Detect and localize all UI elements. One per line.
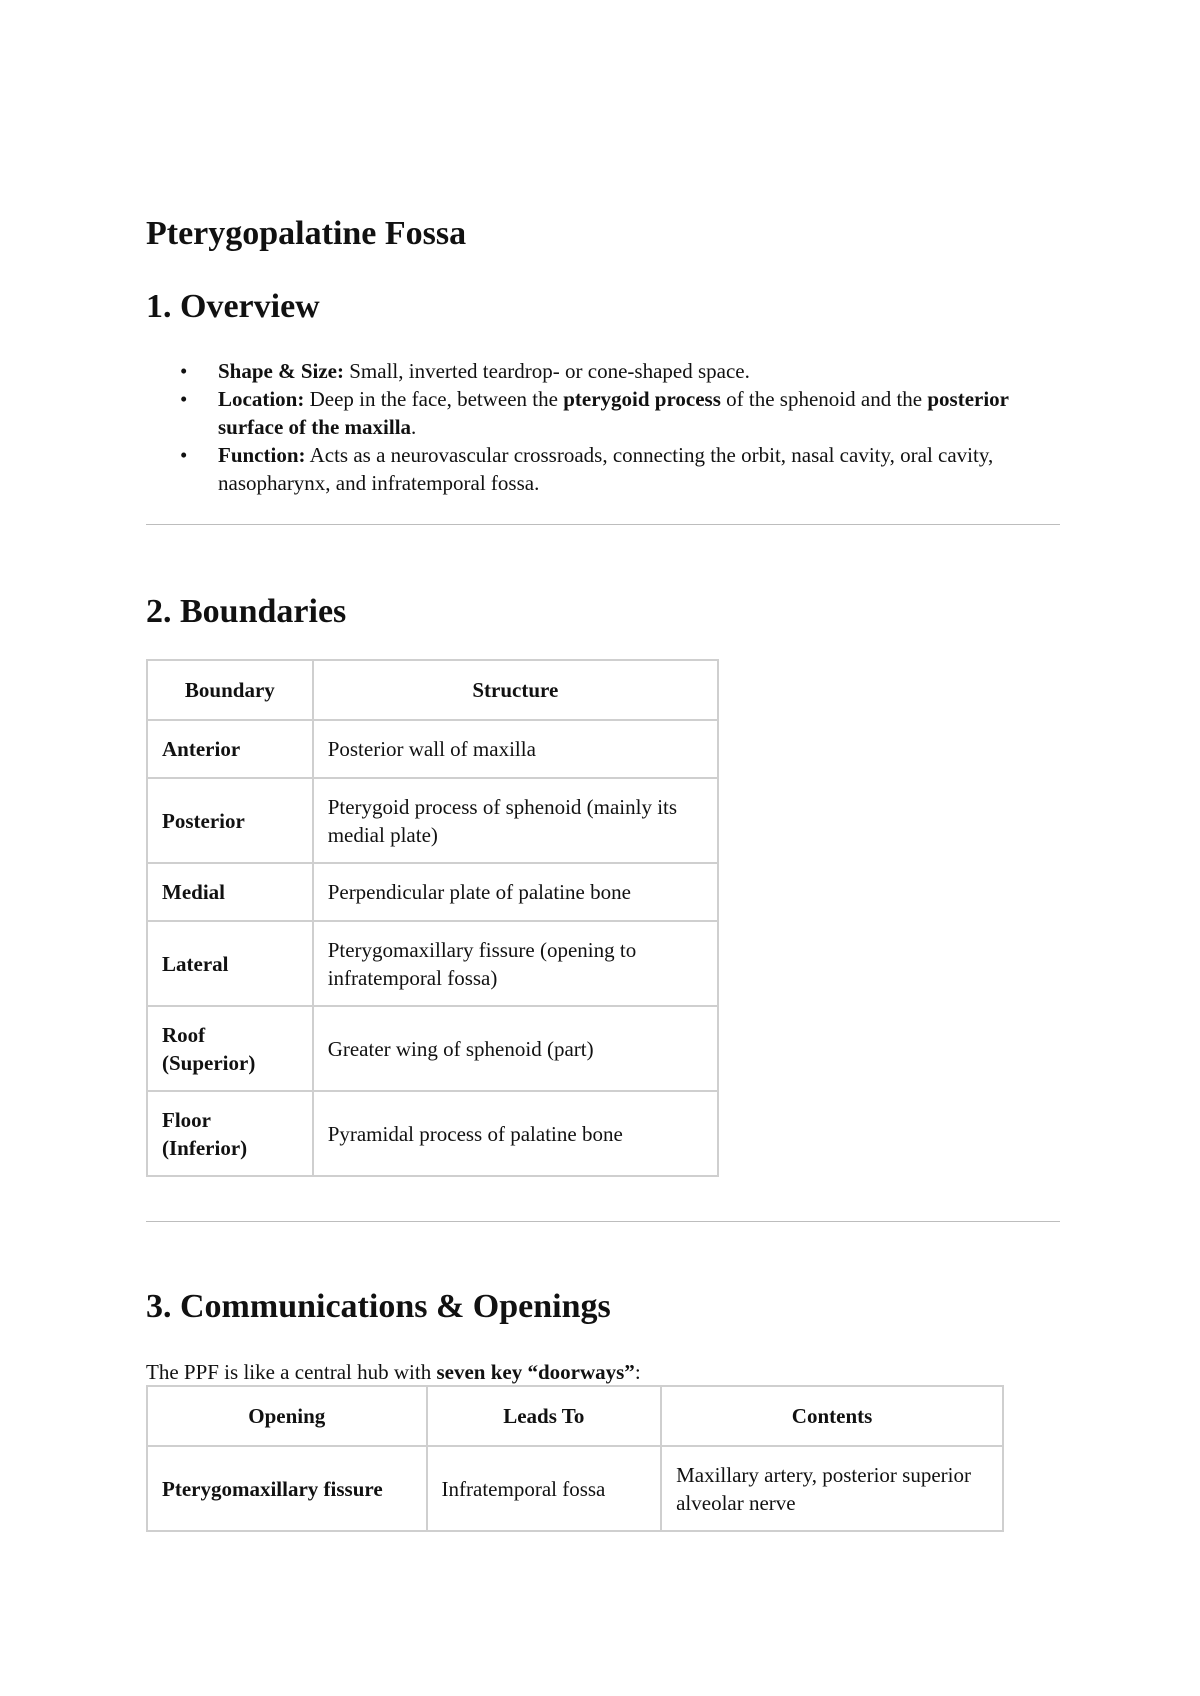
intro-emphasis: seven key “doorways” xyxy=(436,1360,635,1384)
item-label: Shape & Size: xyxy=(218,359,344,383)
table-row xyxy=(147,778,718,863)
item-text: Acts as a neurovascular crossroads, connecting the orbit, nasal cavity, oral cavity, nasopharynx, and infratemporal fossa. xyxy=(218,443,994,495)
bullet-icon: • xyxy=(180,387,188,411)
section-heading-boundaries: 2. Boundaries xyxy=(146,593,347,630)
section-divider xyxy=(146,1221,1060,1222)
column-header: Leads To xyxy=(427,1386,662,1446)
structure-cell: Pyramidal process of palatine bone xyxy=(313,1091,718,1176)
structure-cell: Pterygomaxillary fissure (opening to infratemporal fossa) xyxy=(313,921,718,1006)
list-item xyxy=(146,385,1060,441)
column-header: Structure xyxy=(313,660,718,720)
item-label: Location: xyxy=(218,387,305,411)
bullet-icon: • xyxy=(180,443,188,467)
column-header: Opening xyxy=(147,1386,427,1446)
table-header-row xyxy=(147,1386,1003,1446)
table-row xyxy=(147,863,718,921)
list-item xyxy=(146,441,1060,497)
item-text: Small, inverted teardrop- or cone-shaped space. xyxy=(344,359,750,383)
contents-cell: Maxillary artery, posterior superior alveolar nerve xyxy=(661,1446,1003,1531)
boundary-cell: Lateral xyxy=(147,921,313,1006)
table-row xyxy=(147,1446,1003,1531)
structure-cell: Posterior wall of maxilla xyxy=(313,720,718,778)
section-heading-overview: 1. Overview xyxy=(146,288,320,325)
boundary-cell: Medial xyxy=(147,863,313,921)
page-title: Pterygopalatine Fossa xyxy=(146,215,467,252)
boundary-cell: Anterior xyxy=(147,720,313,778)
table-row xyxy=(147,1006,718,1091)
intro-text: The PPF is like a central hub with xyxy=(146,1360,437,1384)
item-text: . xyxy=(411,415,417,439)
section-heading-communications: 3. Communications & Openings xyxy=(146,1288,611,1325)
intro-text: : xyxy=(634,1360,641,1384)
table-row xyxy=(147,720,718,778)
boundary-cell: Posterior xyxy=(147,778,313,863)
structure-cell: Pterygoid process of sphenoid (mainly its medial plate) xyxy=(313,778,718,863)
openings-table xyxy=(146,1385,1004,1532)
bullet-icon: • xyxy=(180,359,188,383)
boundaries-table xyxy=(146,659,719,1177)
item-text: of the sphenoid and the xyxy=(720,387,928,411)
column-header: Boundary xyxy=(147,660,313,720)
boundary-cell: Roof (Superior) xyxy=(147,1006,313,1091)
structure-cell: Perpendicular plate of palatine bone xyxy=(313,863,718,921)
list-item xyxy=(146,357,1060,385)
item-emphasis: posterior surface of the maxilla xyxy=(218,387,1009,439)
section-intro xyxy=(146,1358,641,1386)
opening-cell: Pterygomaxillary fissure xyxy=(147,1446,427,1531)
boundary-cell: Floor (Inferior) xyxy=(147,1091,313,1176)
table-row xyxy=(147,921,718,1006)
item-text: Deep in the face, between the xyxy=(304,387,564,411)
column-header: Contents xyxy=(661,1386,1003,1446)
section-divider xyxy=(146,524,1060,525)
table-row xyxy=(147,1091,718,1176)
item-label: Function: xyxy=(218,443,306,467)
table-header-row xyxy=(147,660,718,720)
leads-to-cell: Infratemporal fossa xyxy=(427,1446,662,1531)
item-emphasis: pterygoid process xyxy=(563,387,721,411)
overview-list xyxy=(146,357,1060,497)
structure-cell: Greater wing of sphenoid (part) xyxy=(313,1006,718,1091)
